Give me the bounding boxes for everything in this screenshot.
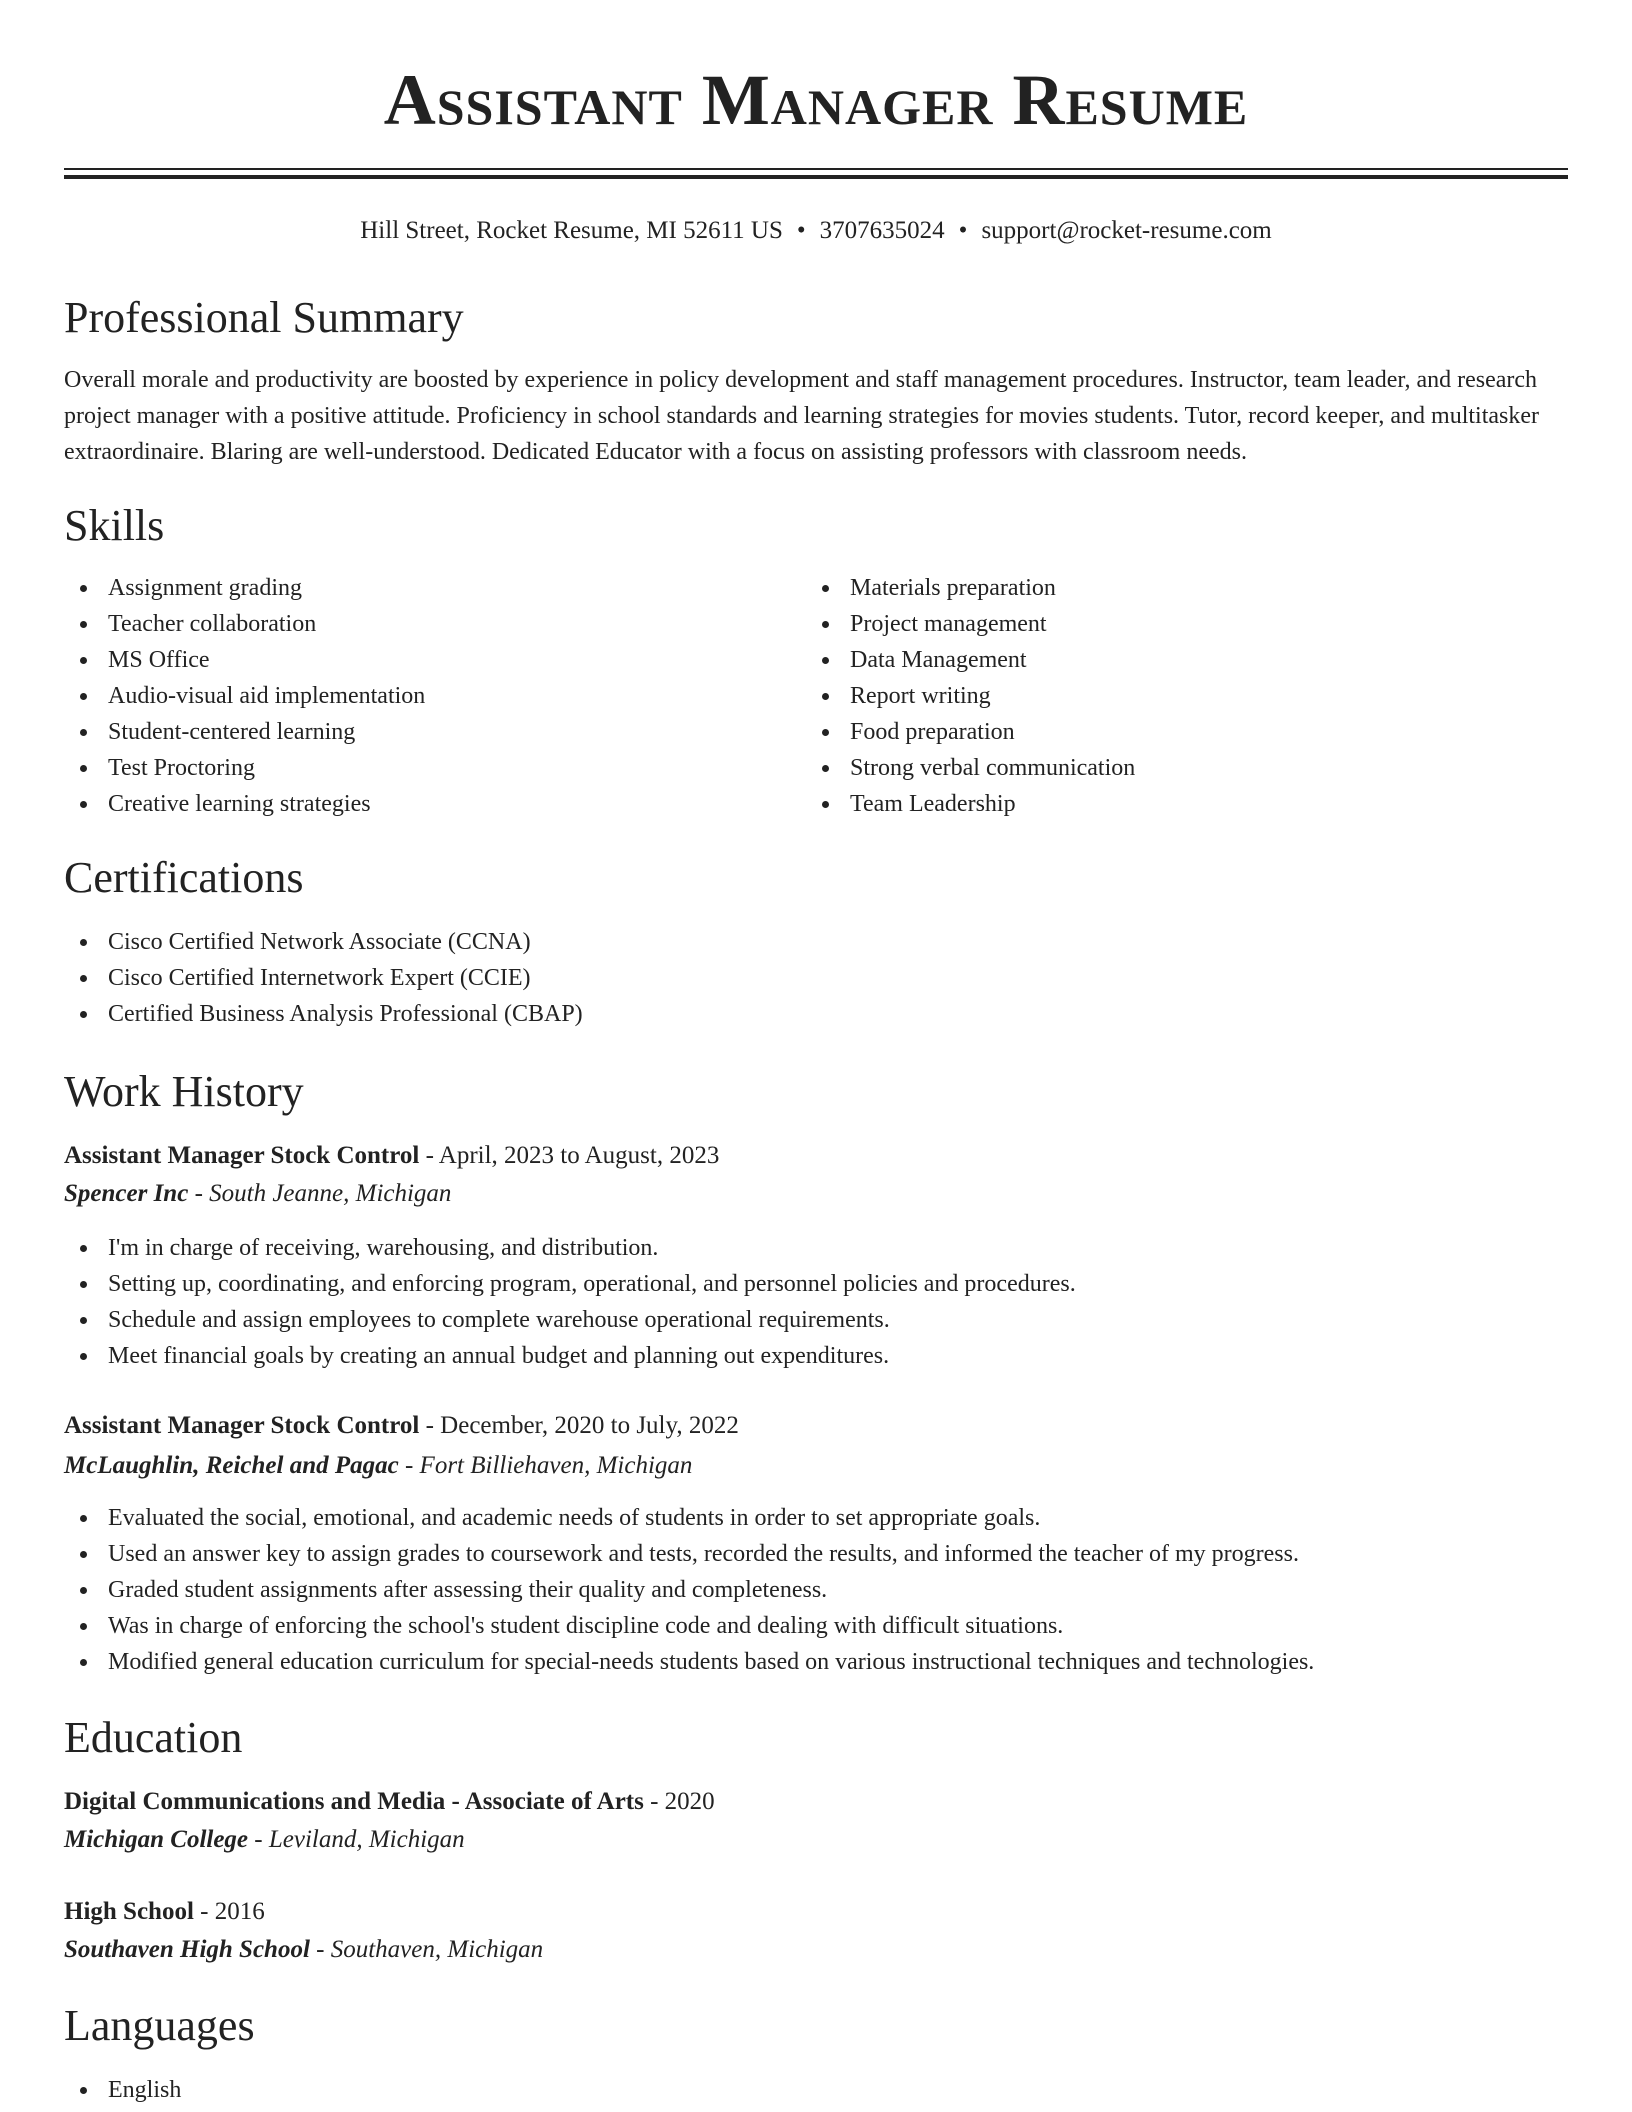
job-company: McLaughlin, Reichel and Pagac (64, 1452, 399, 1479)
title-divider-thin (64, 168, 1568, 170)
job-bullet: Schedule and assign employees to complete warehouse operational requirements. (64, 1302, 1564, 1338)
skill-item: MS Office (64, 642, 764, 678)
section-heading-work-history: Work History (64, 1067, 304, 1116)
certification-item: Cisco Certified Network Associate (CCNA) (64, 924, 1564, 960)
education-degree-line (64, 1894, 265, 1930)
job-title: Assistant Manager Stock Control (64, 1142, 420, 1169)
skill-item: Report writing (806, 678, 1506, 714)
section-heading-summary: Professional Summary (64, 293, 464, 342)
skill-item: Team Leadership (806, 786, 1506, 822)
education-school: Southaven High School (64, 1936, 310, 1963)
skill-item: Teacher collaboration (64, 606, 764, 642)
contact-phone: 3707635024 (819, 217, 945, 244)
job-location: - South Jeanne, Michigan (194, 1180, 452, 1207)
job-title-line (64, 1408, 739, 1444)
education-location: - Leviland, Michigan (254, 1826, 465, 1853)
skill-item: Student-centered learning (64, 714, 764, 750)
summary-text: Overall morale and productivity are boosted by experience in policy development and staff management procedures. Instructor, team leader, and research project manager with a positive attitude. Proficiency in school standards and learning strategies for movies students. Tutor, record keeper, and multitasker extraordinaire. Blaring are well-understood. Dedicated Educator with a focus on assisting professors with classroom needs. (64, 367, 1540, 465)
job-title-line (64, 1138, 719, 1174)
skill-item: Project management (806, 606, 1506, 642)
job-bullets (64, 1500, 1564, 1680)
skill-item: Strong verbal communication (806, 750, 1506, 786)
contact-separator: • (796, 217, 806, 244)
education-degree: High School (64, 1898, 194, 1925)
education-year: - 2016 (200, 1898, 265, 1925)
job-bullet: Graded student assignments after assessing their quality and completeness. (64, 1572, 1564, 1608)
certifications-list (64, 924, 1564, 1032)
section-heading-skills: Skills (64, 501, 165, 550)
skill-item: Test Proctoring (64, 750, 764, 786)
job-dates: - April, 2023 to August, 2023 (425, 1142, 720, 1169)
education-school: Michigan College (64, 1826, 249, 1853)
education-school-line (64, 1822, 465, 1858)
job-bullets (64, 1230, 1564, 1374)
language-item: English (64, 2072, 1564, 2108)
title-divider-thick (64, 175, 1568, 179)
education-year: - 2020 (650, 1788, 715, 1815)
certification-item: Cisco Certified Internetwork Expert (CCIE) (64, 960, 1564, 996)
job-dates: - December, 2020 to July, 2022 (425, 1412, 739, 1439)
contact-line (0, 214, 1632, 248)
education-degree: Digital Communications and Media - Associate of Arts (64, 1788, 644, 1815)
skill-item: Data Management (806, 642, 1506, 678)
job-bullet: Evaluated the social, emotional, and academic needs of students in order to set appropriate goals. (64, 1500, 1564, 1536)
languages-list (64, 2072, 1564, 2108)
certification-item: Certified Business Analysis Professional (CBAP) (64, 996, 1564, 1032)
contact-email: support@rocket-resume.com (981, 217, 1272, 244)
job-company: Spencer Inc (64, 1180, 189, 1207)
skills-list-right (806, 570, 1506, 822)
skills-list-left (64, 570, 764, 822)
contact-separator: • (958, 217, 968, 244)
page-title: Assistant Manager Resume (383, 60, 1249, 140)
job-title: Assistant Manager Stock Control (64, 1412, 420, 1439)
skill-item: Food preparation (806, 714, 1506, 750)
skill-item: Audio-visual aid implementation (64, 678, 764, 714)
education-location: - Southaven, Michigan (316, 1936, 544, 1963)
job-bullet: Was in charge of enforcing the school's student discipline code and dealing with difficult situations. (64, 1608, 1564, 1644)
job-bullet: Setting up, coordinating, and enforcing program, operational, and personnel policies and procedures. (64, 1266, 1564, 1302)
section-heading-languages: Languages (64, 2001, 255, 2050)
education-degree-line (64, 1784, 715, 1820)
job-bullet: Meet financial goals by creating an annual budget and planning out expenditures. (64, 1338, 1564, 1374)
contact-address: Hill Street, Rocket Resume, MI 52611 US (360, 217, 783, 244)
job-bullet: I'm in charge of receiving, warehousing, and distribution. (64, 1230, 1564, 1266)
skill-item: Creative learning strategies (64, 786, 764, 822)
job-location: - Fort Billiehaven, Michigan (404, 1452, 693, 1479)
section-heading-certifications: Certifications (64, 853, 304, 902)
section-heading-education: Education (64, 1713, 243, 1762)
job-bullet: Modified general education curriculum for special-needs students based on various instructional techniques and technologies. (64, 1644, 1564, 1680)
job-company-line (64, 1448, 692, 1484)
skill-item: Materials preparation (806, 570, 1506, 606)
job-company-line (64, 1176, 451, 1212)
skill-item: Assignment grading (64, 570, 764, 606)
job-bullet: Used an answer key to assign grades to coursework and tests, recorded the results, and informed the teacher of my progress. (64, 1536, 1564, 1572)
education-school-line (64, 1932, 543, 1968)
